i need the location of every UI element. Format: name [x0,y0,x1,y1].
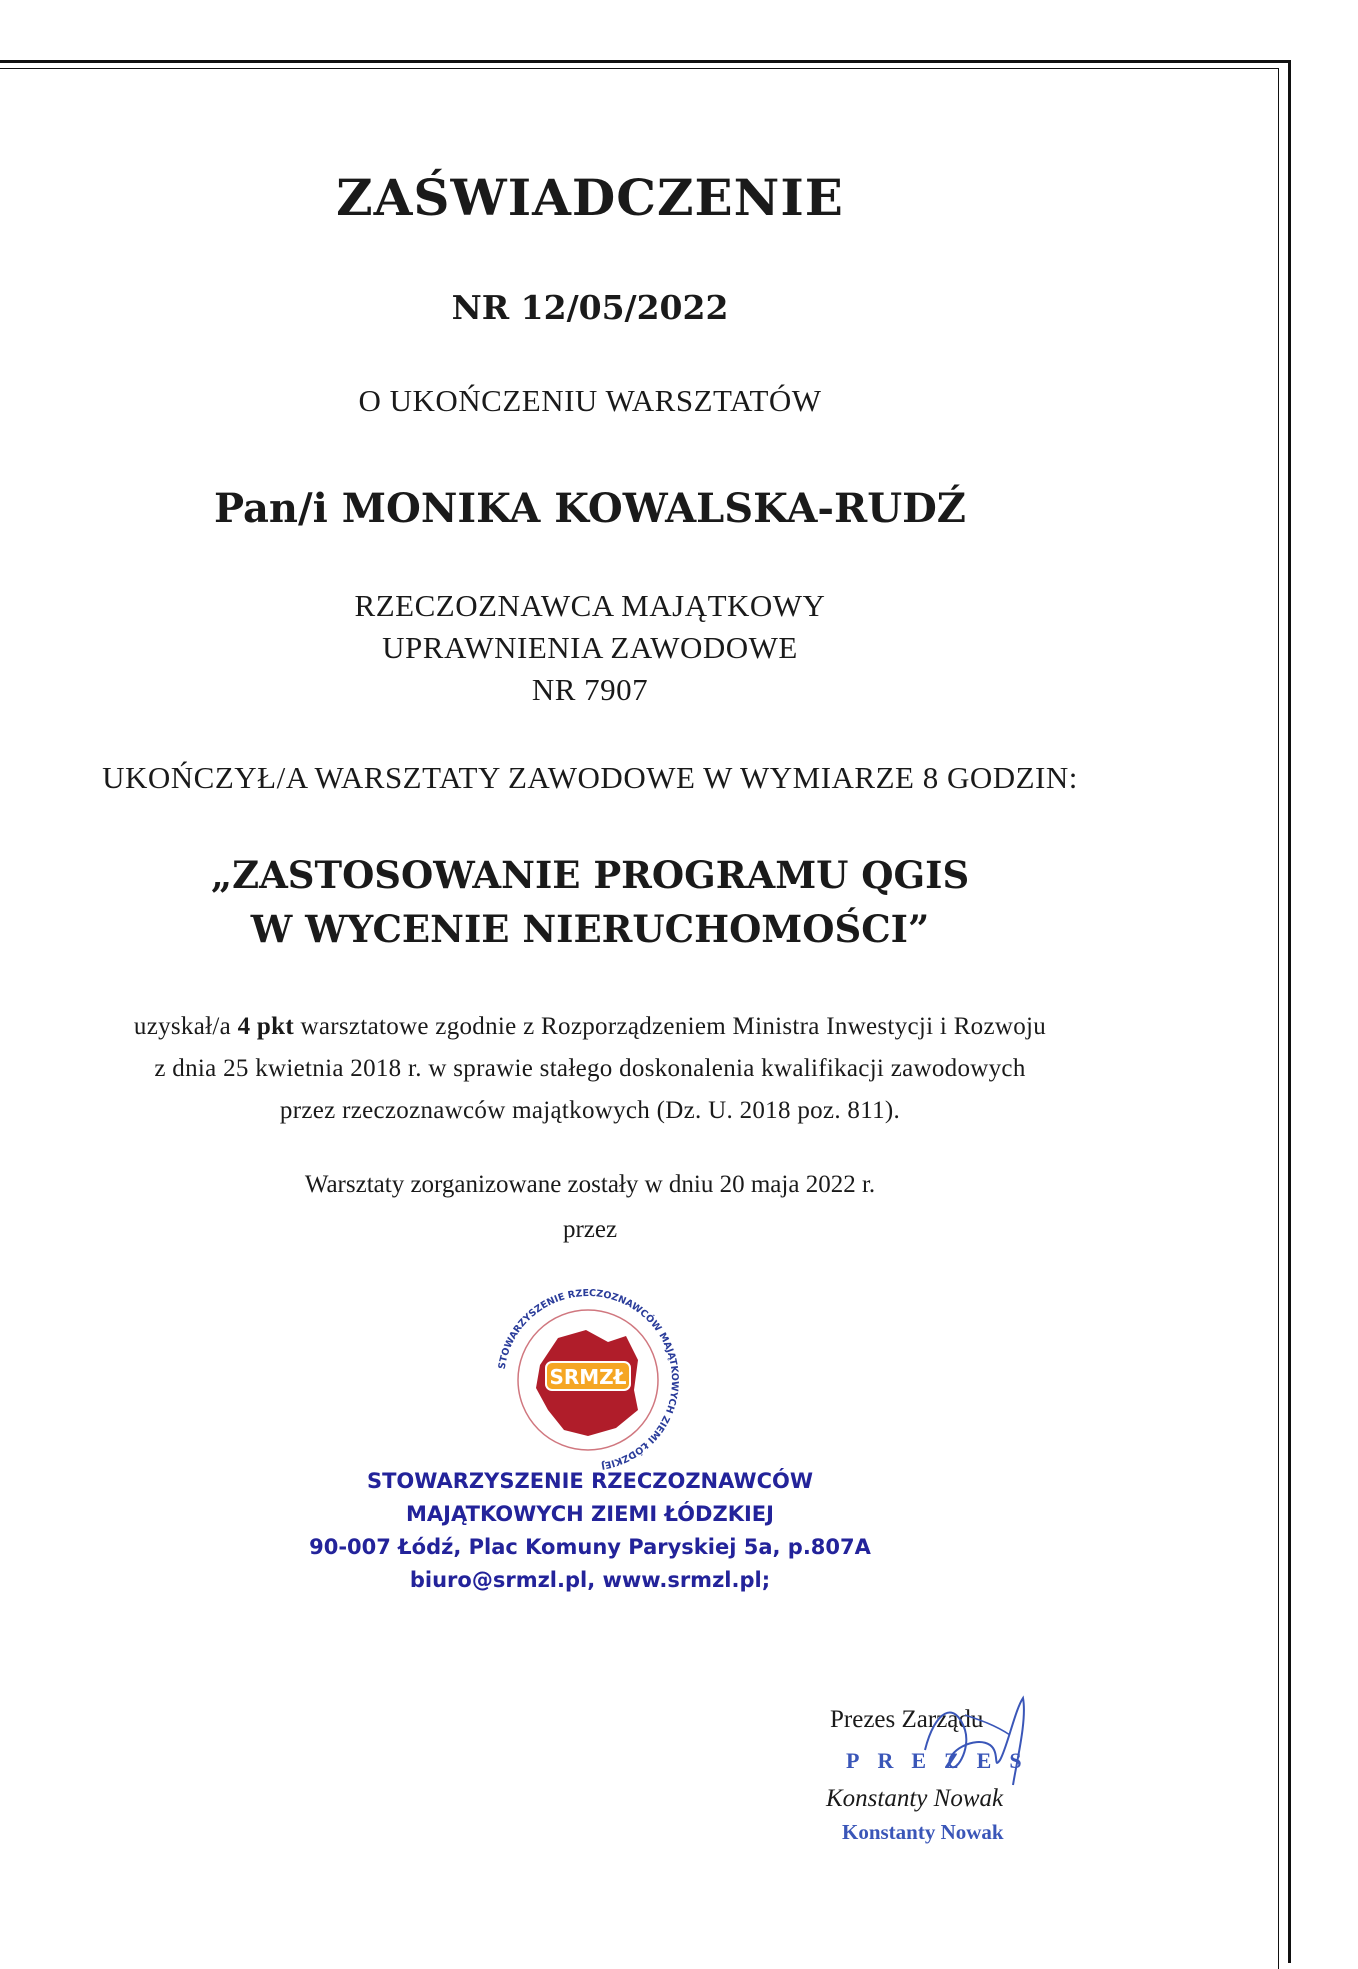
organized-line: przez [562,1216,618,1243]
signature-label: Prezes Zarządu [830,1706,984,1733]
workshop-title-line: „ZASTOSOWANIE PROGRAMU QGIS [210,853,970,897]
body-line [0,1006,1180,1048]
signer-name: Konstanty Nowak [826,1785,1004,1812]
role-line: RZECZOZNAWCA MAJĄTKOWY [354,588,826,623]
org-line: STOWARZYSZENIE RZECZOZNAWCÓW [366,1469,814,1493]
handwritten-signature [905,1690,1045,1800]
role-line: UPRAWNIENIA ZAWODOWE [382,630,798,665]
body-line: z dnia 25 kwietnia 2018 r. w sprawie stałego doskonalenia kwalifikacji zawodowych [154,1055,1026,1082]
completion-statement: UKOŃCZYŁ/A WARSZTATY ZAWODOWE W WYMIARZE 8 GODZIN: [102,760,1078,795]
role-block [0,585,1180,711]
organized-statement [0,1162,1180,1252]
org-address: 90-007 Łódź, Plac Komuny Paryskiej 5a, p.807A [309,1535,871,1559]
workshop-title-line: W WYCENIE NIERUCHOMOŚCI” [250,907,930,951]
certificate-subtitle: O UKOŃCZENIU WARSZTATÓW [358,383,822,418]
person-name: Pan/i MONIKA KOWALSKA-RUDŹ [214,485,966,532]
role-line: NR 7907 [531,672,649,707]
body-prefix: uzyskał/a [133,1013,238,1040]
points-value: 4 pkt [237,1013,294,1040]
srmzl-logo [488,1280,688,1480]
logo-text: SRMZŁ [549,1365,627,1389]
workshop-title [0,848,1180,956]
certificate-title: ZAŚWIADCZENIE [336,168,844,227]
body-line: przez rzeczoznawców majątkowych (Dz. U. 2018 poz. 811). [279,1097,901,1124]
org-contact: biuro@srmzl.pl, www.srmzl.pl; [409,1568,771,1592]
org-line: MAJĄTKOWYCH ZIEMI ŁÓDZKIEJ [406,1502,774,1526]
organization-block [0,1465,1180,1597]
organized-line: Warsztaty zorganizowane zostały w dniu 20 maja 2022 r. [304,1171,876,1198]
body-line1-rest: warsztatowe zgodnie z Rozporządzeniem Ministra Inwestycji i Rozwoju [293,1013,1047,1040]
body-text [0,1006,1180,1132]
signature-stamp: PREZES [846,1748,1040,1773]
certificate-number: NR 12/05/2022 [451,288,729,327]
signer-name-stamp: Konstanty Nowak [842,1820,1004,1844]
logo-ring-text: STOWARZYSZENIE RZECZOZNAWCÓW MAJĄTKOWYCH ZIEMI ŁÓDZKIEJ [496,1287,681,1471]
